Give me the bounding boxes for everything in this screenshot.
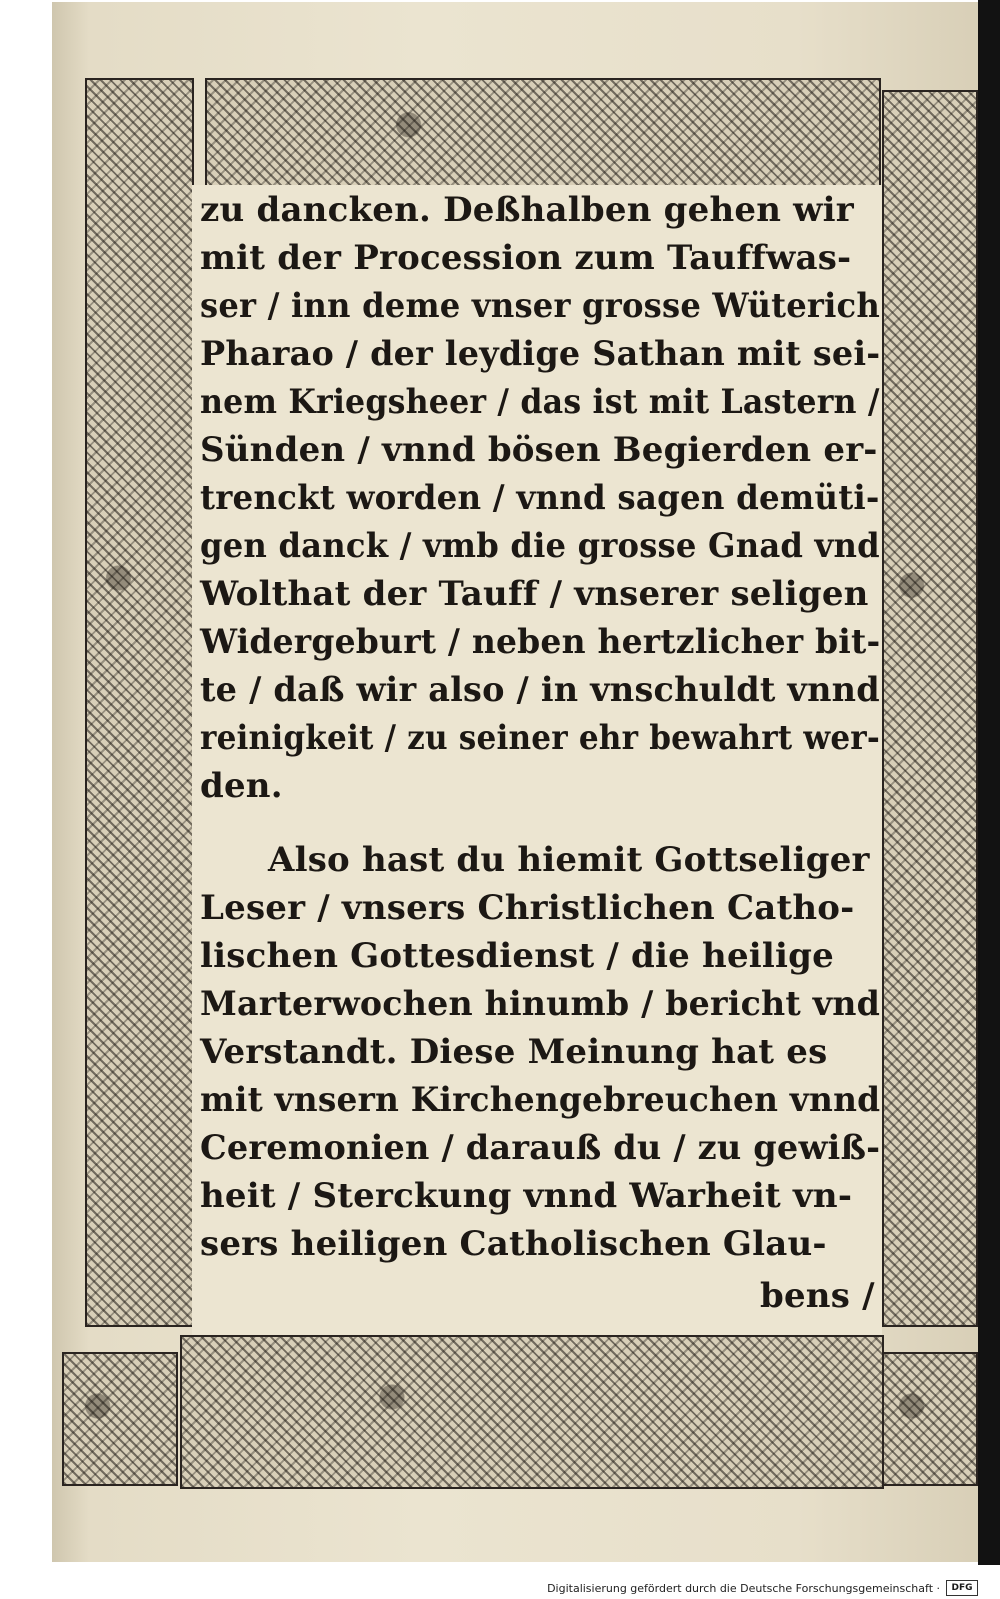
text-line: reinigkeit / zu seiner ehr bewahrt wer- [200, 718, 880, 758]
text-line: zu dancken. Deßhalben gehen wir [200, 190, 854, 230]
woodcut-border-bottom [180, 1335, 884, 1489]
text-line: mit der Procession zum Tauffwas- [200, 238, 852, 278]
text-line: Marterwochen hinumb / bericht vnd [200, 984, 881, 1024]
text-line: gen danck / vmb die grosse Gnad vnd [200, 526, 880, 566]
text-line: Ceremonien / darauß du / zu gewiß- [200, 1128, 881, 1168]
text-line: Sünden / vnnd bösen Begierden er- [200, 430, 878, 470]
text-line: heit / Sterckung vnnd Warheit vn- [200, 1176, 853, 1216]
woodcut-corner-bottom-right [882, 1352, 978, 1486]
woodcut-corner-bottom-left [62, 1352, 178, 1486]
text-line: te / daß wir also / in vnschuldt vnnd [200, 670, 880, 710]
woodcut-border-left [85, 78, 194, 1327]
text-line: den. [200, 766, 283, 806]
text-line: Verstandt. Diese Meinung hat es [200, 1032, 828, 1072]
woodcut-border-right [882, 90, 978, 1327]
text-line: Widergeburt / neben hertzlicher bit- [200, 622, 881, 662]
woodcut-border-top [205, 78, 881, 194]
text-line: Wolthat der Tauff / vnserer seligen [200, 574, 869, 614]
catchword: bens / [760, 1276, 875, 1316]
text-line: nem Kriegsheer / das ist mit Lastern / [200, 382, 880, 422]
dark-page-edge [978, 0, 1000, 1565]
text-line: sers heiligen Catholischen Glau- [200, 1224, 827, 1264]
text-line: Also hast du hiemit Gottseliger [268, 840, 870, 880]
dfg-logo: DFG [946, 1580, 978, 1596]
text-line: Pharao / der leydige Sathan mit sei- [200, 334, 881, 374]
digitization-credit: Digitalisierung gefördert durch die Deutsche Forschungsgemeinschaft · [547, 1582, 940, 1595]
text-line: trenckt worden / vnnd sagen demüti- [200, 478, 880, 518]
text-line: mit vnsern Kirchengebreuchen vnnd [200, 1080, 881, 1120]
text-line: lischen Gottesdienst / die heilige [200, 936, 834, 976]
text-line: ser / inn deme vnser grosse Wüterich [200, 286, 880, 326]
text-line: Leser / vnsers Christlichen Catho- [200, 888, 855, 928]
